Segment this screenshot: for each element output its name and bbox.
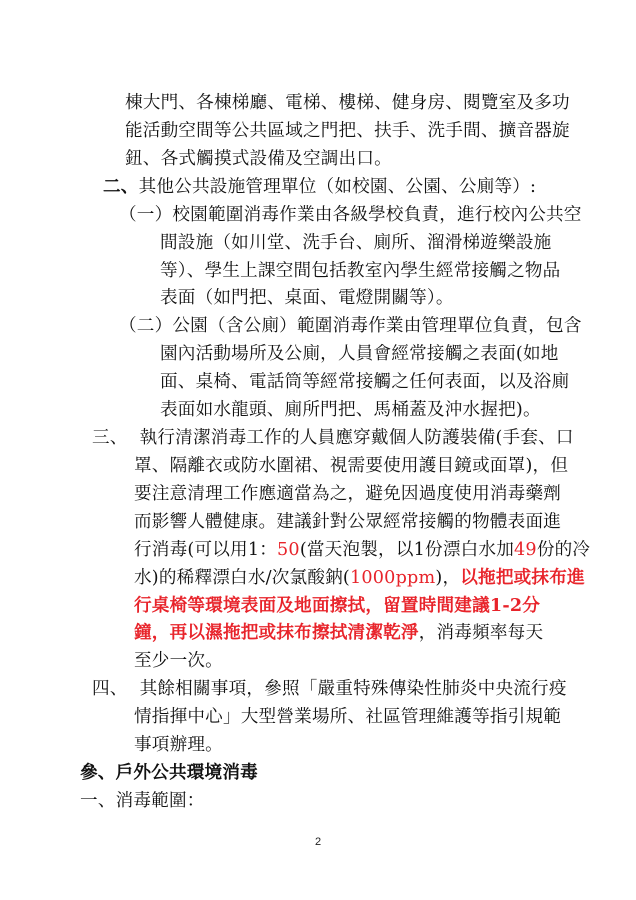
paragraph-line: 鈕、各式觸摸式設備及空調出口。 <box>125 149 392 169</box>
text-run: 水)的稀釋漂白水/次氯酸鈉( <box>134 568 350 588</box>
paragraph-line: 等）、學生上課空間包括教室內學生經常接觸之物品 <box>160 261 561 281</box>
highlight-value: 49 <box>514 540 537 560</box>
list-item-text: 其他公共設施管理單位（如校園、公園、公廁等）: <box>138 177 537 197</box>
list-item-4 <box>92 678 636 700</box>
paragraph-line: 情指揮中心」大型營業場所、社區管理維護等指引規範 <box>134 707 562 727</box>
list-item-text: 執行清潔消毒工作的人員應穿戴個人防護裝備(手套、口 <box>139 428 574 448</box>
list-item-text: 其餘相關事項，參照「嚴重特殊傳染性肺炎中央流行疫 <box>139 679 567 699</box>
list-item-3 <box>92 427 636 449</box>
text-run: 行消毒(可以用1： <box>134 540 278 560</box>
paragraph-line: 表面（如門把、桌面、電燈開關等）。 <box>160 288 454 308</box>
sub-item-2 <box>119 315 636 337</box>
list-item-2 <box>103 176 636 198</box>
highlight-value: 1000ppm <box>350 568 436 588</box>
paragraph-line: 間設施（如川堂、洗手台、廁所、溜滑梯遊樂設施 <box>160 233 552 253</box>
paragraph-line <box>134 539 636 561</box>
paragraph-line: 而影響人體健康。建議針對公眾經常接觸的物體表面進 <box>134 512 562 532</box>
paragraph-line: 棟大門、各棟梯廳、電梯、樓梯、健身房、閱覽室及多功 <box>125 93 570 113</box>
paragraph-line: 罩、隔離衣或防水圍裙、視需要使用護目鏡或面罩)，但 <box>134 456 569 476</box>
sub-marker: （二） <box>119 316 173 336</box>
sub-item-text: 公園（含公廁）範圍消毒作業由管理單位負責，包含 <box>172 316 582 336</box>
emphasis-text: 鐘，再以濕拖把或抹布擦拭清潔乾淨 <box>134 622 419 643</box>
paragraph-line: 至少一次。 <box>134 651 223 671</box>
paragraph-line <box>134 567 636 589</box>
sub-item-text: 校園範圍消毒作業由各級學校負責，進行校內公共空 <box>172 205 582 225</box>
emphasis-line: 行桌椅等環境表面及地面擦拭，留置時間建議1-2分 <box>134 595 541 616</box>
sub-item-1 <box>119 204 636 226</box>
paragraph-line <box>134 622 636 644</box>
text-run: )， <box>435 568 461 588</box>
list-marker: 四、 <box>92 679 128 699</box>
sub-marker: （一） <box>119 205 173 225</box>
paragraph-line: 園內活動場所及公廁，人員會經常接觸之表面(如地 <box>160 344 559 364</box>
text-run: (當天泡製，以1份漂白水加 <box>299 540 515 560</box>
paragraph-line: 要注意清理工作應適當為之，避免因過度使用消毒藥劑 <box>134 484 562 504</box>
emphasis-text: 以拖把或抹布進 <box>460 567 585 588</box>
highlight-value: 50 <box>277 540 300 560</box>
section-heading: 參、戶外公共環境消毒 <box>80 762 258 783</box>
page-number: 2 <box>314 836 322 848</box>
text-run: 份的冷 <box>536 540 591 560</box>
list-marker: 三、 <box>92 428 128 448</box>
list-marker: 二、 <box>103 176 139 197</box>
section-item: 一、消毒範圍： <box>80 791 205 811</box>
paragraph-line: 表面如水龍頭、廁所門把、馬桶蓋及沖水握把)。 <box>160 400 541 420</box>
paragraph-line: 能活動空間等公共區域之門把、扶手、洗手間、擴音器旋 <box>125 121 570 141</box>
text-run: ，消毒頻率每天 <box>418 623 544 643</box>
paragraph-line: 面、桌椅、電話筒等經常接觸之任何表面，以及浴廁 <box>160 372 570 392</box>
paragraph-line: 事項辦理。 <box>134 735 223 755</box>
